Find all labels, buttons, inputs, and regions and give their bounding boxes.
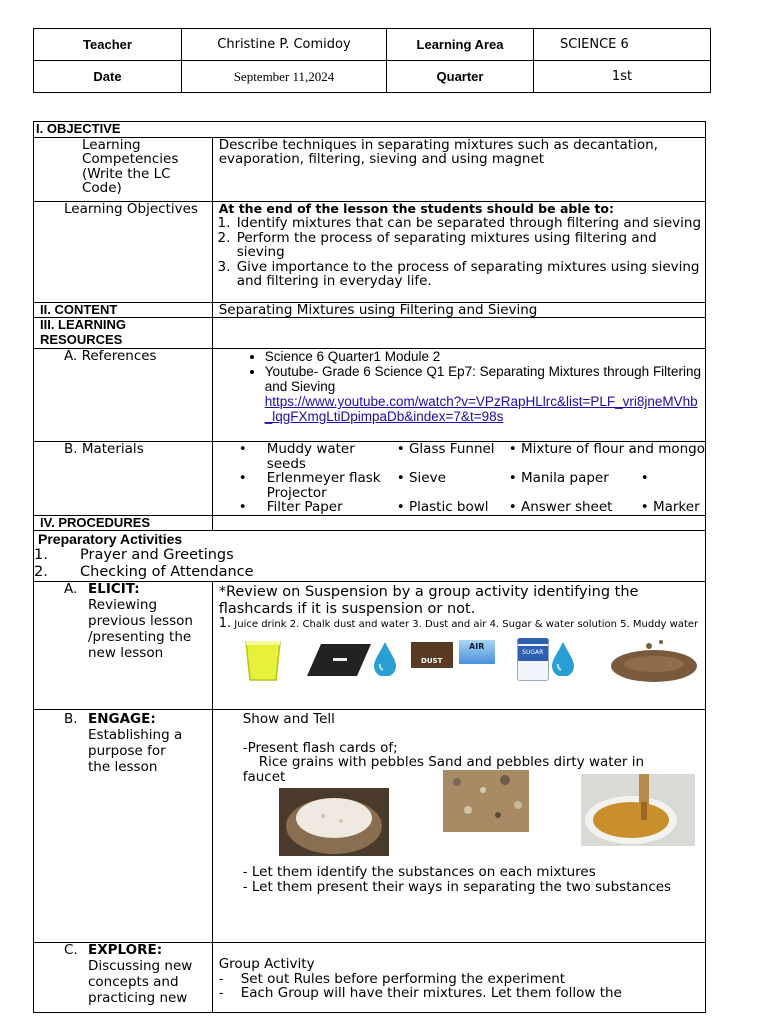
references-cell [212, 349, 705, 442]
references-list [219, 349, 705, 424]
elicit-desc: Reviewing previous lesson /presenting the new lesson [88, 596, 193, 661]
objectives-label: Learning Objectives [34, 201, 213, 302]
explore-title: EXPLORE: [88, 942, 163, 958]
reference-item: • Science 6 Quarter1 Module 2 [265, 349, 705, 364]
preparatory-cell [34, 531, 706, 582]
engage-cell [212, 710, 705, 943]
elicit-images [219, 630, 705, 690]
elicit-cell [212, 582, 705, 710]
material-item: • Mixture of flour and mongo [508, 441, 705, 457]
engage-note: - Let them present their ways in separating the two substances [242, 879, 672, 895]
quarter-value: 1st [534, 61, 711, 93]
engage-note: - Let them identify the substances on each mixtures [242, 864, 596, 880]
sugar-jar-image: SUGAR [517, 638, 549, 681]
engage-cards-line: Rice grains with pebbles Sand and pebbles dirty water in [258, 754, 645, 770]
explore-letter: C. [64, 942, 78, 958]
objectives-intro: At the end of the lesson the students should be able to: [218, 200, 615, 216]
teacher-value: Christine P. Comidoy [182, 29, 387, 61]
engage-letter: B. [64, 711, 78, 727]
resources-empty [212, 318, 705, 349]
engage-notes [243, 865, 671, 895]
elicit-letter: A. [64, 581, 78, 597]
explore-item: - Each Group will have their mixtures. Let them follow the [218, 985, 622, 1001]
material-item: Erlenmeyer flask [266, 470, 381, 486]
water-drop-icon [549, 640, 577, 676]
material-item: • Sieve [396, 470, 446, 486]
objective-item: 2. Perform the process of separating mixtures using filtering and sieving [235, 231, 705, 260]
explore-group: Group Activity [218, 956, 315, 972]
preparatory-title: Preparatory Activities [38, 531, 183, 547]
air-image: AIR [459, 640, 495, 664]
objectives-list [219, 216, 705, 289]
learning-area-label: Learning Area [387, 29, 534, 61]
engage-desc: Establishing a purpose for the lesson [88, 726, 183, 775]
engage-cards-wrap: faucet [242, 768, 286, 785]
engage-title: ENGAGE: [88, 711, 156, 727]
material-item: Muddy water [266, 441, 355, 457]
engage-label-cell [34, 710, 213, 943]
learning-area-value: SCIENCE 6 [534, 29, 711, 61]
objective-item: 1. Identify mixtures that can be separated through filtering and sieving [235, 216, 705, 231]
rice-grains-image [279, 788, 389, 856]
material-wrap: Projector [266, 484, 327, 501]
dirty-water-faucet-image [581, 774, 695, 846]
elicit-label-cell [34, 582, 213, 710]
muddy-water-image [609, 634, 699, 684]
objectives-cell [212, 201, 705, 302]
material-item: • Plastic bowl [396, 499, 489, 515]
content-section: II. CONTENT [34, 302, 213, 318]
dust-image: DUST [411, 642, 453, 668]
material-item: • Glass Funnel [396, 441, 495, 457]
date-value: September 11,2024 [182, 61, 387, 93]
elicit-text: *Review on Suspension by a group activity identifying the flashcards if it is suspension or not. [218, 584, 639, 617]
material-item: • Manila paper [508, 470, 609, 486]
objective-section: I. OBJECTIVE [34, 122, 706, 138]
resources-section: III. LEARNING RESOURCES [34, 318, 213, 349]
engage-present: -Present flash cards of; [242, 739, 398, 756]
materials-row: • Muddy water • Glass Funnel • Mixture of flour and mongo [238, 441, 705, 457]
explore-item: - Set out Rules before performing the experiment [218, 970, 566, 987]
preparatory-item: 1. Prayer and Greetings [34, 547, 234, 563]
elicit-title: ELICIT: [88, 581, 140, 597]
materials-cell [212, 442, 705, 516]
reference-link[interactable]: https://www.youtube.com/watch?v=VPzRapHLlrc&list=PLF_vri8jneMVhb_lqgFXmgLtiDpimpaDb&index=7&t=98s [264, 394, 698, 424]
date-label: Date [34, 61, 182, 93]
elicit-list: 1. Juice drink 2. Chalk dust and water 3. Dust and air 4. Sugar & water solution 5. Muddy water [218, 616, 699, 631]
material-item: • Answer sheet [508, 499, 613, 515]
materials-row: • Erlenmeyer flask • Sieve • Manila paper • [238, 470, 649, 486]
reference-item [265, 364, 705, 424]
references-label: A. References [34, 349, 213, 442]
procedures-empty [212, 515, 705, 531]
competencies-label: Learning Competencies (Write the LC Code) [34, 137, 213, 201]
materials-row: • Filter Paper • Plastic bowl • Answer sheet • Marker [238, 499, 700, 515]
lesson-plan-table [33, 121, 706, 1013]
juice-glass-image [243, 638, 283, 682]
material-wrap: seeds [266, 455, 306, 472]
teacher-label: Teacher [34, 29, 182, 61]
water-drop-icon [371, 640, 399, 676]
chalk-image [307, 642, 371, 678]
explore-label-cell [34, 943, 213, 1013]
objective-item: 3. Give importance to the process of separating mixtures using sieving and filtering in everyday life. [235, 260, 705, 289]
competencies-value: Describe techniques in separating mixtures such as decantation, evaporation, filtering, sieving and using magnet [212, 137, 705, 201]
engage-show: Show and Tell [242, 711, 335, 727]
reference-item-text: Youtube- Grade 6 Science Q1 Ep7: Separating Mixtures through Filtering and Sieving [264, 364, 701, 394]
material-item: • [640, 470, 649, 486]
materials-label: B. Materials [34, 442, 213, 516]
explore-cell [212, 943, 705, 1013]
preparatory-item: 2. Checking of Attendance [34, 564, 254, 580]
sand-pebbles-image [443, 770, 529, 832]
quarter-label: Quarter [387, 61, 534, 93]
procedures-section: IV. PROCEDURES [34, 515, 213, 531]
material-item: • Marker [640, 499, 700, 515]
explore-desc: Discussing new concepts and practicing new [88, 957, 193, 1006]
content-value: Separating Mixtures using Filtering and Sieving [212, 302, 705, 318]
material-item: Filter Paper [266, 499, 343, 515]
header-table [33, 28, 711, 93]
